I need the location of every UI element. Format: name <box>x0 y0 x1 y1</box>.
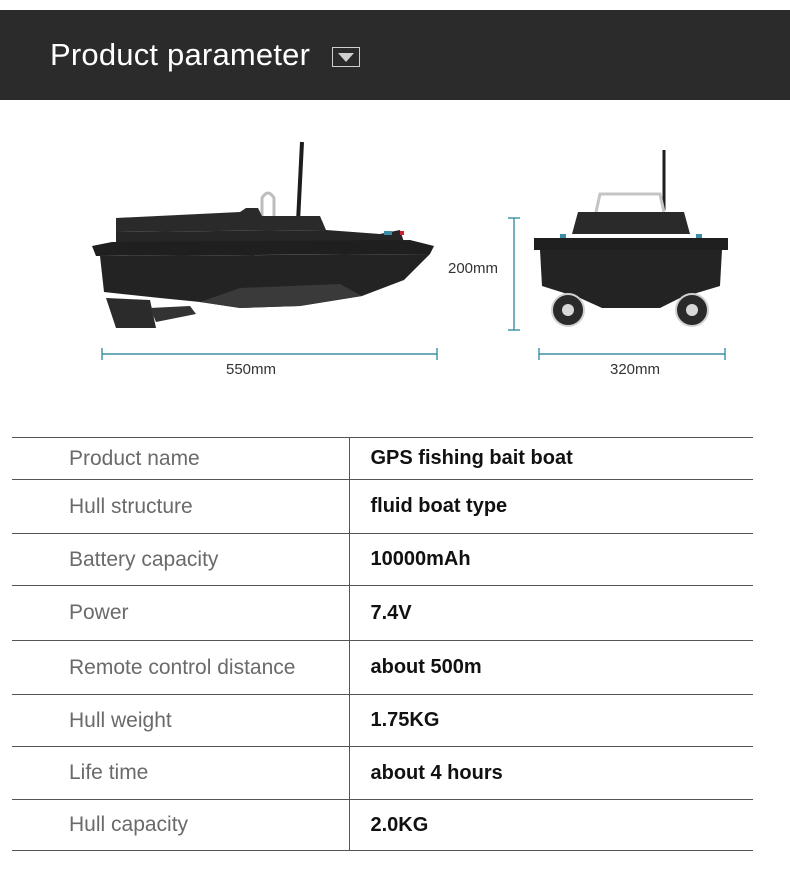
section-title: Product parameter <box>50 37 311 72</box>
height-dimension-label: 200mm <box>448 260 499 277</box>
table-row <box>12 586 753 641</box>
spec-value: 1.75KG <box>349 695 753 747</box>
table-row <box>12 747 753 800</box>
section-header <box>0 10 790 100</box>
table-row <box>12 800 753 851</box>
spec-value: GPS fishing bait boat <box>349 438 753 480</box>
boat-side-view <box>92 142 434 328</box>
spec-value: about 500m <box>349 641 753 695</box>
width-dimension-label: 320mm <box>610 361 661 378</box>
spec-table <box>12 437 753 851</box>
spec-label: Hull capacity <box>12 800 349 851</box>
spec-label: Life time <box>12 747 349 800</box>
spec-value: 2.0KG <box>349 800 753 851</box>
table-row <box>12 534 753 586</box>
spec-label: Hull structure <box>12 480 349 534</box>
boat-illustrations <box>0 130 790 390</box>
spec-label: Product name <box>12 438 349 480</box>
table-row <box>12 480 753 534</box>
caret-down-icon[interactable] <box>332 47 360 67</box>
table-row <box>12 438 753 480</box>
spec-label: Remote control distance <box>12 641 349 695</box>
spec-label: Hull weight <box>12 695 349 747</box>
boat-front-view <box>534 150 728 326</box>
spec-value: 7.4V <box>349 586 753 641</box>
spec-label: Power <box>12 586 349 641</box>
boat-dimension-figure <box>0 130 790 390</box>
spec-label: Battery capacity <box>12 534 349 586</box>
table-row <box>12 641 753 695</box>
spec-value: 10000mAh <box>349 534 753 586</box>
table-row <box>12 695 753 747</box>
spec-value: fluid boat type <box>349 480 753 534</box>
length-dimension-label: 550mm <box>226 361 277 378</box>
spec-value: about 4 hours <box>349 747 753 800</box>
